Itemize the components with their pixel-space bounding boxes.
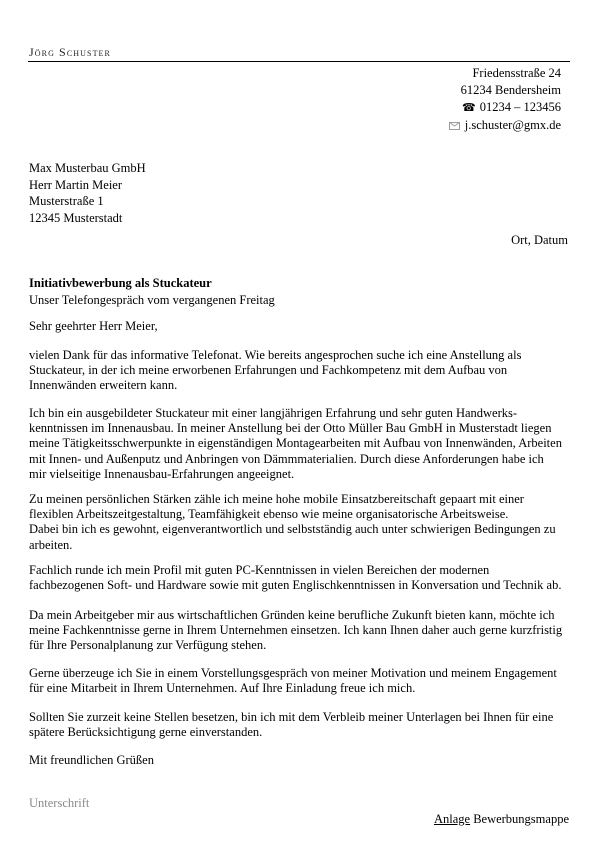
body-paragraph-6	[29, 666, 574, 696]
sender-address-block	[449, 65, 561, 134]
attachment-label: Anlage	[433, 812, 471, 826]
paragraph-line: Stuckateur, in der ich meine erworbenen Erfahrungen und Fachkompetenz mit dem Aufbau von	[29, 363, 508, 378]
paragraph-line: für eine Mitarbeit in Ihrem Unternehmen. Auf Ihre Einladung freue ich mich.	[29, 681, 416, 696]
closing-phrase: Mit freundlichen Grüßen	[29, 753, 154, 767]
body-paragraph-2	[29, 406, 574, 482]
paragraph-line: Ich bin ein ausgebildeter Stuckateur mit einer langjährigen Erfahrung und sehr guten Handwerks-	[29, 406, 518, 420]
paragraph-line: Da mein Arbeitgeber mir aus wirtschaftlichen Gründen keine berufliche Zukunft bieten kann, möchte ich	[29, 608, 555, 622]
recipient-street: Musterstraße 1	[29, 194, 104, 208]
paragraph-line: meine Fachkenntnisse gerne in Ihrem Unternehmen einsetzen. Ich kann Ihnen daher auch gerne kurzfristig	[29, 623, 563, 638]
letterhead-name: Jörg Schuster	[29, 45, 111, 59]
paragraph-line: mir vielseitige Innenausbau-Erfahrungen angeeignet.	[29, 466, 295, 481]
sender-email-line	[449, 117, 561, 134]
paragraph-line: Sollten Sie zurzeit keine Stellen besetzen, bin ich mit dem Verbleib meiner Unterlagen bei Ihnen für eine	[29, 710, 554, 724]
attachment-text: Bewerbungsmappe	[473, 812, 569, 826]
paragraph-line: Innenwänden erweitern kann.	[29, 378, 178, 393]
subject-reference: Unser Telefongespräch vom vergangenen Freitag	[29, 292, 275, 307]
paragraph-line: flexiblen Arbeitszeitgestaltung, Teamfähigkeit ebenso wie meine organisatorische Arbeitsweise.	[29, 507, 509, 522]
paragraph-line: mit Innen- und Außenputz und Anbringen von Dämmmaterialien. Durch diese Anforderungen habe ich	[29, 451, 544, 466]
letterhead-rule	[28, 61, 570, 62]
salutation: Sehr geehrter Herr Meier,	[29, 319, 158, 333]
sender-street: Friedensstraße 24	[472, 66, 561, 80]
phone-icon: ☎	[462, 102, 476, 114]
sender-city: 61234 Bendersheim	[460, 83, 561, 97]
attachment-note	[434, 812, 569, 827]
paragraph-line: Fachlich runde ich mein Profil mit guten PC-Kenntnissen in vielen Bereichen der modernen	[29, 563, 490, 577]
body-paragraph-4	[29, 563, 574, 593]
signature-placeholder: Unterschrift	[29, 796, 90, 810]
recipient-address-block	[29, 160, 146, 226]
body-paragraph-3	[29, 492, 574, 553]
place-date: Ort, Datum	[511, 233, 568, 247]
body-paragraph-5	[29, 608, 574, 654]
paragraph-line: für Ihre Personalplanung zur Verfügung stehen.	[29, 638, 267, 653]
paragraph-line: fachbezogenen Soft- und Hardware sowie mit guten Englischkenntnissen in Konversation und Technik ab.	[29, 578, 562, 593]
paragraph-line: Gerne überzeuge ich Sie in einem Vorstellungsgespräch von meiner Motivation und meinem Engagement	[29, 666, 557, 680]
sender-phone-line	[449, 99, 561, 117]
recipient-company: Max Musterbau GmbH	[29, 161, 146, 175]
recipient-person: Herr Martin Meier	[29, 177, 123, 192]
paragraph-line: spätere Berücksichtigung gerne einverstanden.	[29, 725, 263, 740]
paragraph-line: vielen Dank für das informative Telefonat. Wie bereits angesprochen suche ich eine Anstellung als	[29, 348, 522, 362]
subject-title: Initiativbewerbung als Stuckateur	[29, 276, 212, 290]
paragraph-line: arbeiten.	[29, 537, 73, 552]
subject-block	[29, 275, 275, 308]
mail-icon	[449, 122, 460, 130]
sender-phone: 01234 – 123456	[479, 100, 561, 114]
body-paragraph-7	[29, 710, 574, 740]
paragraph-line: meine Tätigkeitsschwerpunkte in eigenständigen Montagearbeiten mit Aufbau von Innenwänden, Arbeiten	[29, 436, 562, 451]
recipient-city: 12345 Musterstadt	[29, 210, 123, 225]
paragraph-line: Dabei bin ich es gewohnt, eigenverantwortlich und selbstständig auch unter schwierigen Bedingungen zu	[29, 522, 556, 537]
paragraph-line: kenntnissen im Innenausbau. In meiner Anstellung bei der Otto Müller Bau GmbH in Musterstadt liegen	[29, 421, 552, 436]
body-paragraph-1	[29, 348, 574, 394]
sender-email: j.schuster@gmx.de	[464, 118, 561, 132]
paragraph-line: Zu meinen persönlichen Stärken zähle ich meine hohe mobile Einsatzbereitschaft gepaart mit einer	[29, 492, 524, 506]
